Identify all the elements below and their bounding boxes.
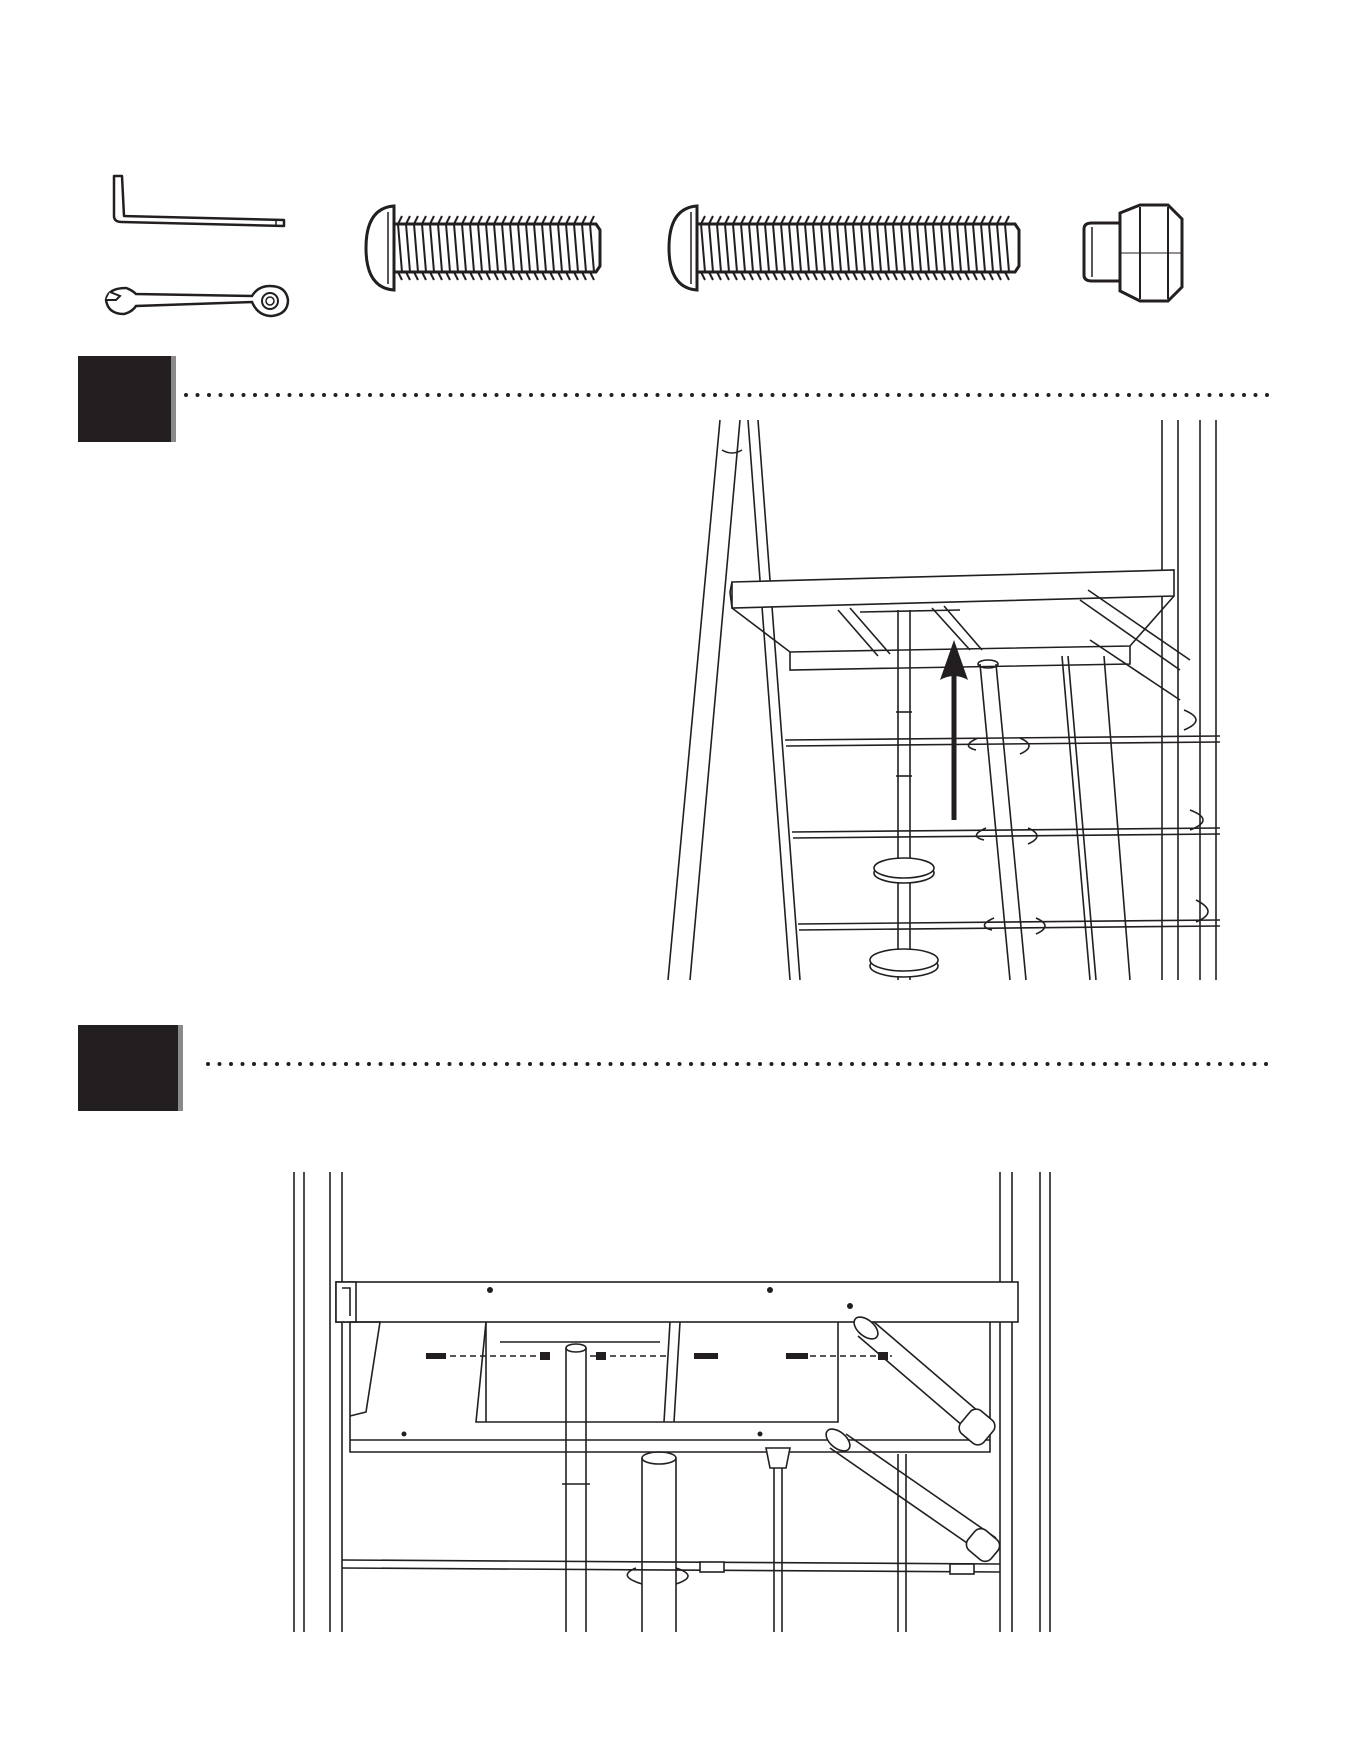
step-badge-shadow xyxy=(178,1025,183,1111)
dotted-separator xyxy=(184,392,1274,398)
wrench-icon xyxy=(102,282,292,322)
allen-key-icon xyxy=(108,172,288,232)
short-bolt-icon xyxy=(362,202,602,294)
bolt-fastening-illustration xyxy=(290,1172,1070,1632)
step-badge xyxy=(78,356,171,442)
step-number xyxy=(78,1025,178,1111)
step-badge-shadow xyxy=(171,356,176,442)
lock-nut-icon xyxy=(1080,203,1186,303)
long-bolt-icon xyxy=(665,202,1025,294)
dotted-separator xyxy=(206,1061,1274,1067)
step-badge xyxy=(78,1025,178,1111)
step-number xyxy=(78,356,171,442)
pole-insertion-arrow-illustration xyxy=(660,420,1260,980)
